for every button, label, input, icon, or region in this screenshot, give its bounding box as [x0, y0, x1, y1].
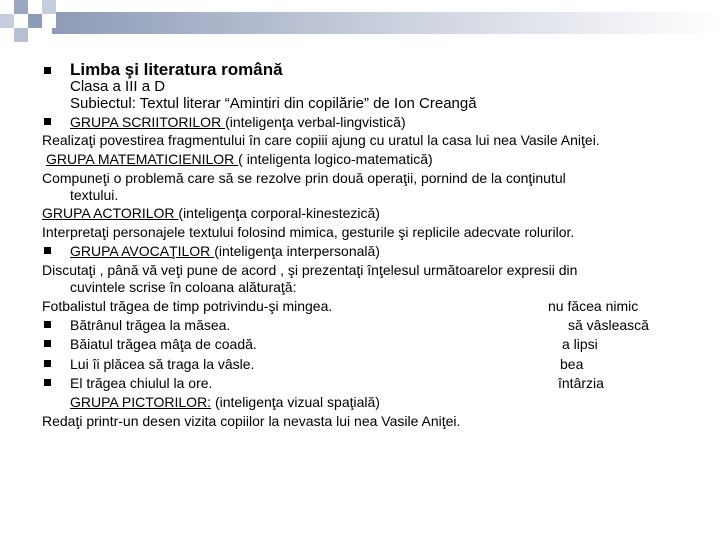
expression-left-1: Bătrânul trăgea la măsea.	[70, 317, 231, 333]
expression-right-4: întârzia	[558, 375, 604, 391]
bullet-icon	[44, 360, 51, 367]
group-name: GRUPA ACTORILOR	[42, 205, 179, 221]
expression-right-0: nu făcea nimic	[548, 298, 639, 314]
group-name: GRUPA SCRIITORILOR	[70, 114, 226, 130]
expression-right-3: bea	[560, 356, 584, 372]
task-matematicieni-2: textului.	[70, 187, 119, 203]
group-actori	[42, 205, 380, 222]
expression-left-3: Lui îi plăcea să traga la vâsle.	[70, 356, 255, 372]
group-matematicieni	[46, 151, 433, 168]
expression-left-2: Băiatul trăgea mâţa de coadă.	[70, 336, 257, 352]
bullet-icon	[44, 340, 51, 347]
page-title: Limba şi literatura română	[70, 60, 283, 79]
group-name: GRUPA MATEMATICIENILOR	[46, 151, 239, 167]
bullet-icon	[44, 247, 51, 254]
group-pictori	[70, 394, 380, 411]
task-matematicieni-1: Compuneţi o problemă care să se rezolve prin două operaţii, pornind de la conţinutul	[42, 170, 566, 186]
expression-left-0: Fotbalistul trăgea de timp potrivindu-şi mingea.	[42, 298, 333, 314]
group-desc: (inteligenţa verbal-lingvistică)	[225, 114, 406, 130]
task-avocati-1: Discutaţi , până vă veţi pune de acord , şi prezentaţi înţelesul următoarelor expresii din	[42, 262, 578, 278]
subject-line: Subiectul: Textul literar “Amintiri din copilărie” de Ion Creangă	[70, 95, 477, 112]
expression-right-2: a lipsi	[562, 336, 598, 352]
task-scriitori: Realizaţi povestirea fragmentului în care copiii ajung cu uratul la casa lui nea Vasile Aniţei.	[42, 132, 600, 148]
group-scriitori	[70, 114, 406, 131]
group-name: GRUPA PICTORILOR:	[70, 394, 212, 410]
expression-left-4: El trăgea chiulul la ore.	[70, 375, 213, 391]
group-avocati	[70, 243, 380, 260]
expression-right-1: să vâslească	[568, 317, 649, 333]
group-desc: (inteligenţa corporal-kinestezică)	[178, 205, 380, 221]
bullet-icon	[44, 321, 51, 328]
group-desc: ( inteligenta logico-matematică)	[238, 151, 433, 167]
group-desc: (inteligenţa interpersonală)	[214, 243, 380, 259]
bullet-icon	[44, 118, 51, 125]
task-avocati-2: cuvintele scrise în coloana alăturaţă:	[70, 279, 297, 295]
task-actori: Interpretaţi personajele textului folosind mimica, gesturile şi replicile adecvate rolurilor.	[42, 224, 575, 240]
class-line: Clasa a III a D	[70, 78, 166, 95]
bullet-icon	[44, 379, 51, 386]
group-desc: (inteligenţa vizual spaţială)	[211, 394, 380, 410]
task-pictori: Redaţi printr-un desen vizita copiilor la nevasta lui nea Vasile Aniţei.	[42, 413, 461, 429]
bullet-icon	[44, 67, 51, 74]
group-name: GRUPA AVOCAŢILOR	[70, 243, 215, 259]
